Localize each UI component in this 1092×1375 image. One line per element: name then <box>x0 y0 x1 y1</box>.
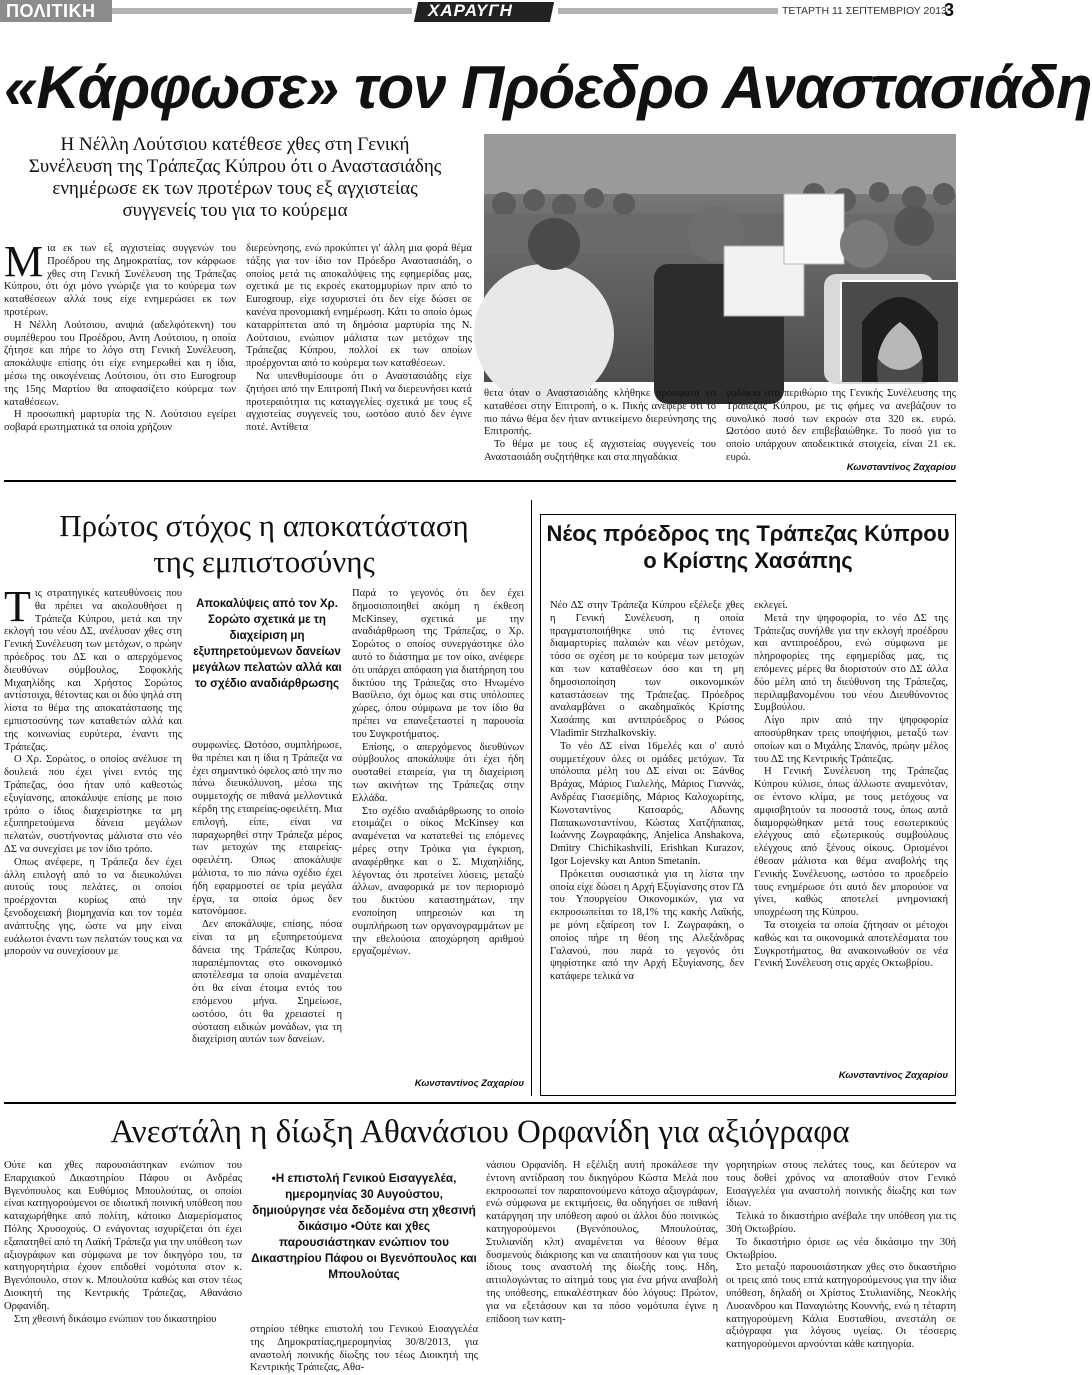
article2-drop-cap: Τ <box>4 582 31 631</box>
header-bar-fill-right <box>558 8 778 14</box>
issue-date: ΤΕΤΑΡΤΗ 11 ΣΕΠΤΕΜΒΡΙΟΥ 2013 <box>782 5 947 17</box>
article4-col2 <box>250 1324 478 1374</box>
article3-headline-line1: Νέος πρόεδρος της Τράπεζας Κύπρου <box>546 521 950 546</box>
article1-col1 <box>4 237 236 475</box>
inset-portrait <box>842 282 958 382</box>
article2-byline: Κωνσταντίνος Ζαχαρίου <box>414 1078 524 1089</box>
article3-col1-p1: Νέο ΔΣ στην Τράπεζα Κύπρου εξέλεξε χθες η Γενική Συνέλευση, η οποία πραγματοποιήθηκε υπό τις έντονες διαμαρτυρίες παλαιών και νέων μετόχων, τόσο σε σχέση με το κούρεμα των μετοχών και των καταθέσεων όσο και τη μη δημοσιοποίηση των οικονομικών καταστάσεων της Τράπεζας. Πρόεδρος αναλαμβάνει ο ακαδημαϊκός Κρίστης Χασάπης και αντιπρόεδρος ο Ρώσος Vladimir Strzhalkovskiy. <box>550 600 744 739</box>
article2-callout: Αποκαλύψεις από τον Χρ. Σορώτο σχετικά με τη διαχείριση μη εξυπηρετούμενων δανείων μεγάλων πελατών αλλά και το σχέδιο αναδιάρθρωσης <box>192 598 342 690</box>
page-number: 3 <box>944 0 955 20</box>
article4-col3-p1: νάσιου Ορφανίδη. Η εξέλιξη αυτή προκάλεσε την έντονη αντίδραση του δικηγόρου Κώστα Μελά που εκπροσωπεί τον παραπονούμενο κάτοχο αξιογράφων, ενώ σύμφωνα με εκτιμήσεις, θα οδηγήσει σε πιθανή κατάργηση την υπόθεση αφού οι άλλοι δύο ποινικώς κατηγορούμενοι (Βγενόπουλος, Μπουλούτας, Στυλιανίδη κλπ) αναμένεται να θέσουν θέμα δυσμενούς διάκρισης και να απαιτήσουν και για τους ίδιους τους αναστολή της δίωξής τους. Ηδη, αιτιολογώντας το αίτημά τους για ένα μήνα αναβολή της υπόθεσης, επικαλέστηκαν δύο λόγους: Πρώτον, για να εξετάσουν και τα πόσο νομότυπα έγινε η επίδοση των κατη- <box>486 1160 718 1325</box>
article2-headline-line2: της εμπιστοσύνης <box>153 544 375 579</box>
divider-2 <box>4 1102 956 1104</box>
article4-headline: Ανεστάλη η δίωξη Αθανάσιου Ορφανίδη για αξιόγραφα <box>110 1114 850 1150</box>
article1-col2-p1: διερεύνησης, ενώ προκύπτει γι' άλλη μια φορά θέμα τάξης για τον ίδιο τον Πρόεδρο Αναστασιάδη, ο οποίος μετά τις αποκαλύψεις της εφημερίδας μας, σχετικά με τις εκροές εκατομμυρίων πριν από το Eurogroup, είχε ισχυριστεί ότι δεν είχε δώσει σε κανένα προνομιακή ενημέρωση. Κάτι το οποίο όμως καταρρίπτεται από τη δημόσια μαρτυρία της Ν. Λούτσιου, ενώπιον μάλιστα των μετόχων της Τράπεζας Κύπρου, πολλοί εκ των οποίων προέρχονται από το κούρεμα των καταθέσεων. <box>246 243 472 370</box>
article4-col2-p1: στηρίου τέθηκε επιστολή του Γενικού Εισαγγελέα της Δημοκρατίας,ημερομηνίας 30/8/2013, για αναστολή ποινικής δίωξης του τέως Διοικητή της Κεντρικής Τράπεζας, Αθα- <box>250 1324 478 1374</box>
article4-col1-p1: Ούτε και χθες παρουσιάστηκαν ενώπιον του Επαρχιακού Δικαστηρίου Πάφου οι Ανδρέας Βγενόπουλος και Ευθύμιος Μπουλούτας, οι οποίοι είναι κατηγορούμενοι σε ιδιωτική ποινική υπόθεση που καταχωρήθηκε από πολίτη, κάτοικο Διαμερίσματος Πόλης Χρυσοχούς. Ο ενάγοντας ισχυρίζεται ότι έχει εξαπατηθεί από τη Λαϊκή Τράπεζα για την υπόθεση των αξιογράφων και σύμφωνα με τον δικηγόρο του, τα κατηγορητήρια έχουν επιδοθεί νομότυπα στον κ. Βγενόπουλο, στον κ. Μπουλούτα καθώς και στον τέως Διοικητή της Κεντρικής Τράπεζας, Αθανάσιο Ορφανίδη. <box>4 1160 242 1312</box>
article4-callout: •Η επιστολή Γενικού Εισαγγελέα, ημερομηνίας 30 Αυγούστου, δημιούργησε νέα δεδομένα στη χθεσινή δικάσιμο •Ούτε και χθες παρουσιάστηκαν ενώπιον του Δικαστηρίου Πάφου οι Βγενόπουλος και Μπουλούτας <box>251 1171 477 1281</box>
header-bar-fill <box>112 8 412 14</box>
article1-drop-cap: Μ <box>4 237 44 286</box>
article1-inset-photo <box>840 280 956 380</box>
article3-col2-p2: Μετά την ψηφοφορία, το νέο ΔΣ της Τράπεζας συνήλθε για την εκλογή προέδρου και αντιπροέδρου, ενώ σύμφωνα με πληροφορίες της εφημερίδας μας, τις επόμενες μέρες θα διοριστούν στο ΔΣ άλλα δύο μέλη από τη διεύθυνση της Τράπεζας, περιλαμβανομένου του νέου Διευθύνοντος Συμβούλου. <box>754 612 948 714</box>
article1-standfirst: Η Νέλλη Λούτσιου κατέθεσε χθες στη Γενική Συνέλευση της Τράπεζας Κύπρου ότι ο Αναστασιάδης ενημέρωσε εκ των προτέρων τους εξ αγχιστείας συγγενείς του για το κούρεμα <box>28 134 442 221</box>
article3-col2-p5: Τα στοιχεία τα οποία ζήτησαν οι μέτοχοι καθώς και τα οικονομικά αποτελέσματα του Συγκροτήματος, θα ανακοινωθούν σε νέα Γενική Συνέλευση στις αρχές Οκτωβρίου. <box>754 919 948 970</box>
article2-col1 <box>4 582 182 1096</box>
divider-1 <box>4 480 956 482</box>
article2-col3-p1: Παρά το γεγονός ότι δεν έχει δημοσιοποιηθεί ακόμη η έκθεση McKinsey, σχετικά με την αναδιάρθρωση της Τράπεζας, ο Χρ. Σορώτος ο οποίος συνεργάστηκε όλο αυτό το διάστημα με τον οίκο, ανέφερε ότι υπάρχει απόφαση για διατήρηση του δικτύου της Τράπεζας στο Ηνωμένο Βασίλειο, όχι όμως και στις υπόλοιπες χώρες, όπου σύμφωνα με τον ίδιο θα πρέπει να επανεξεταστεί η παρουσία του Συγκροτήματος. <box>352 588 524 740</box>
article4-col3 <box>486 1160 718 1366</box>
article1-col3-p1: θετα όταν ο Αναστασιάδης κλήθηκε πρόσφατα να καταθέσει στην Επιτροπή, ο κ. Πικής ανέφερε ότι το πιο πάνω θέμα δεν ήταν αντικείμενο διερεύνησης της Επιτροπής. <box>484 388 716 438</box>
article4-col4-p2: Τελικά το δικαστήριο ανέβαλε την υπόθεση για τις 30ή Οκτωβρίου. <box>726 1211 956 1235</box>
page-header <box>0 0 960 24</box>
section-label: ΠΟΛΙΤΙΚΗ <box>6 1 96 21</box>
article2-col2 <box>192 740 342 1090</box>
article2-col1-p2: Ο Χρ. Σορώτος, ο οποίος ανέλυσε τη δουλειά που έχει γίνει εντός της Τράπεζας, όσο ήταν υπό καθεστώς εξυγίανσης, αποκάλυψε επίσης με ποιο τρόπο ο ίδιος διαχειρίστηκε τα μη εξυπηρετούμενα δάνεια μεγάλων πελατών, συστήνοντας μάλιστα στο νέο ΔΣ να συνεχίσει με τον ίδιο τρόπο. <box>4 754 182 855</box>
article1-col4-p1: γαδάκια στο περιθώριο της Γενικής Συνέλευσης της Τράπεζας Κύπρου, με τις φήμες να ανεβάζουν το συνολικό ποσό των εκροών στα 320 εκ. ευρώ. Ωστόσο αυτό δεν επιβεβαιώθηκε. Το ποσό για το οποίο υπάρχουν αποδεικτικά στοιχεία, είναι 21 εκ. ευρώ. <box>726 388 956 463</box>
article2-headline <box>4 508 524 580</box>
article3-col2 <box>754 600 948 1066</box>
article2-col2-p1: συμφωνίες. Ωστόσο, συμπλήρωσε, θα πρέπει και η ίδια η Τράπεζα να έχει σημαντικό όφελος από την πιο πάνω διευκόλυνση, μέσω της συμμετοχής σε πιθανά μελλοντικά κέρδη της εταιρείας-οφειλέτη. Μια επιλογή, είπε, είναι να παραχωρηθεί στην Τράπεζα μέρος των μετοχών της εταιρείας-οφειλέτη. Οπως αποκάλυψε μάλιστα, το πιο πάνω σχέδιο έχει ήδη εφαρμοστεί σε τρία μεγάλα έργα, τα οποία όμως δεν κατονόμασε. <box>192 740 342 918</box>
article1-col1-p2: Η Νέλλη Λούτσιου, ανιψιά (αδελφότεκνη) του συμπέθερου του Προέδρου, Αντη Λούτσιου, η οποία ζήτησε και πήρε το λόγο στη Γενική Συνέλευση, αποκάλυψε επίσης ότι είχε ενημερωθεί και η ίδια, μέσω της οικογένειας Λούτσιου, ότι στο Eurogroup της 15ης Μαρτίου θα αποφασίζετο κούρεμα των καταθέσεων. <box>4 319 236 408</box>
article1-col2 <box>246 243 472 475</box>
article3-col2-p1: εκλεγεί. <box>754 600 788 611</box>
article2-col3 <box>352 588 524 1072</box>
article1-col3 <box>484 388 716 476</box>
article3-headline-line2: ο Κρίστης Χασάπης <box>643 548 853 573</box>
article2-col1-p1: ις στρατηγικές κατευθύνσεις που θα πρέπει να ακολουθήσει η Τράπεζα Κύπρου, μετά και την εκλογή του νέου ΔΣ, ανέλυσαν χθες στη Γενική Συνέλευση των μετόχων, ο πρώην πρόεδρος του ΔΣ και ο απερχόμενος διευθύνων σύμβουλος, Σοφοκλής Μιχαηλίδης και Χρήστος Σορώτος αντίστοιχα, θέτοντας και οι δύο ψηλά στη λίστα το θέμα της αποκατάστασης της εμπιστοσύνης των καταθετών αλλά και της κοινωνίας ευρύτερα, έναντι της Τράπεζας. <box>4 588 182 753</box>
article4-col4-p1: γορητηρίων στους πελάτες τους, και δεύτερον να τους δοθεί χρόνος να αποταθούν στον Γενικό Εισαγγελέα για αναστολή ποινικής δίωξης και των ίδιων. <box>726 1160 956 1210</box>
article2-col3-p3: Στο σχέδιο αναδιάρθρωσης το οποίο ετοιμάζει ο οίκος McKinsey και αναμένεται να κατατεθεί τις επόμενες μέρες στην Τρόικα για έγκριση, αναφέρθηκε και ο Σ. Μιχαηλίδης, λέγοντας ότι προτείνει λύσεις, μεταξύ άλλων, αναφορικά με τον περιορισμό του δικτύου καταστημάτων, την ενοποίηση υπηρεσιών και τη συμπλήρωση των οργανογραμμάτων με την εθελούσια αποχώρηση αριθμού εργαζομένων. <box>352 805 524 958</box>
article3-byline: Κωνσταντίνος Ζαχαρίου <box>838 1070 948 1081</box>
article2-col1-p3: Οπως ανέφερε, η Τράπεζα δεν έχει άλλη επιλογή από το να διευκολύνει αυτούς τους πελάτες, οι οποίοι προέρχονται κυρίως από την ξενοδοχειακή βιομηχανία και τον τομέα ανάπτυξης γης, ώστε να μην είναι ευάλωτοι έναντι των πελατών τους και να μπορούν να συνεχίσουν με <box>4 856 182 958</box>
article3-headline <box>546 520 950 574</box>
divider-vertical <box>531 500 532 1096</box>
article2-col2-p2: Δεν αποκάλυψε, επίσης, πόσα είναι τα μη εξυπηρετούμενα δάνεια της Τράπεζας Κύπρου, παραπέμποντας στο οικονομικό αποτέλεσμα τα οποία αναμένεται ότι θα είναι έτοιμα εντός του επόμενου μήνα. Σημείωσε, ωστόσο, ότι θα χρειαστεί η σύσταση ειδικών μονάδων, για τη διαχείριση αυτών των δανείων. <box>192 919 342 1046</box>
article2-col3-p2: Επίσης, ο απερχόμενος διευθύνων σύμβουλος αποκάλυψε ότι έχει ήδη συσταθεί εταιρεία, για τη διαχείριση των ακινήτων της Τράπεζας στην Ελλάδα. <box>352 741 524 804</box>
article1-col2-p2: Να υπενθυμίσουμε ότι ο Αναστασιάδης είχε ζητήσει από την Επιτροπή Πική να διερευνήσει κατά προτεραιότητα τις καταγγελίες σχετικά με τους εξ αγχιστείας συγγενείς του, ωστόσο αυτό δεν έγινε ποτέ. Αντίθετα <box>246 370 472 434</box>
article4-col4-p3: Το δικαστήριο όρισε ως νέα δικάσιμο την 30ή Οκτωβρίου. <box>726 1236 956 1261</box>
article1-col4 <box>726 388 956 463</box>
article1-headline: «Κάρφωσε» τον Πρόεδρο Αναστασιάδη <box>4 54 1092 121</box>
article1-byline: Κωνσταντίνος Ζαχαρίου <box>846 462 956 473</box>
article3-col1 <box>550 600 744 1086</box>
article4-col4 <box>726 1160 956 1366</box>
article1-col1-p3: Η προσωπική μαρτυρία της Ν. Λούτσιου εγείρει σοβαρά ερωτηματικά τα οποία χρήζουν <box>4 409 236 434</box>
article3-col2-p3: Λίγο πριν από την ψηφοφορία αποσύρθηκαν τρεις υποψήφιοι, μεταξύ των οποίων και ο Μιχάλης Σπανός, πρώην μέλος του ΔΣ της Κεντρικής Τράπεζας. <box>754 715 948 765</box>
article3-col1-p2: Το νέο ΔΣ είναι 16μελές και ο' αυτό συμμετέχουν όλες οι ομάδες μετόχων. Τα υπόλοιπα μέλη του ΔΣ είναι οι: Ξάνθος Βράχας, Μάριος Γιαλελής, Μάριος Γιαννάς, Ανδρέας Γιασεμίδης, Μάριος Καλοχωρίτης, Κωνσταντίνος Κατσαρός, Αδωνης Παπακωνσταντίνου, Κώστας Χατζήπαπας, Ιωάννης Ζωγραφάκης, Anjelica Anshakova, Dmitry Chichikashvili, Erishkan Kurazov, Igor Lojevsky και Anton Smetanin. <box>550 740 744 867</box>
article3-col1-p3: Πρόκειται ουσιαστικά για τη λίστα την οποία είχε δώσει η Αρχή Εξυγίανσης στον ΓΔ του Υπουργείου Οικονομικών, για να εκπροσωπείται το 18,1% της κακής Λαϊκής, με μόνη εξαίρεση τον Ι. Ζωγραφάκη, ο οποίος πήρε τη θέση της Αλεξάνδρας Γαλανού, που παρά το γεγονός ότι ψηφίστηκε από την Αρχή Εξυγίανσης, δεν κατάφερε τελικά να <box>550 868 744 983</box>
article3-col2-p4: Η Γενική Συνέλευση της Τράπεζας Κύπρου κύλισε, όπως άλλωστε αναμενόταν, σε έντονο κλίμα, με τους μετόχους να αμφισβητούν τα ποσοστά τους, όπως αυτά διαμορφώθηκαν μετά τους εσωτερικούς ελέγχους από εξωτερικούς συμβούλους ελέγχους από ξένους οίκους. Ορισμένοι έθεσαν μάλιστα και θέμα αναβολής της Γενικής Συνέλευσης, ωστόσο το προεδρείο τους ενημέρωσε ότι αυτό δεν μπορούσε να γίνει, καθώς αποτελεί μνημονιακή υποχρέωση της Κύπρου. <box>754 766 948 919</box>
article4-col1-p2: Στη χθεσινή δικάσιμο ενώπιον του δικαστηρίου <box>14 1313 217 1325</box>
logo: ΧΑΡΑΥΓΗ <box>428 1 513 20</box>
article1-col1-p1: ια εκ των εξ αγχιστείας συγγενών του Προέδρου της Δημοκρατίας, τον κάρφωσε χθες στη Γενική Συνέλευση της Τράπεζας Κύπρου, ότι όχι μόνο γνώριζε για το κούρεμα των καταθέσεων αλλά τους είχε ενημερώσει εκ των προτέρων. <box>4 243 236 318</box>
article4-col4-p4: Στο μεταξύ παρουσιάστηκαν χθες στο δικαστήριο οι τρεις από τους επτά κατηγορούμενους για την ίδια υπόθεση, δηλαδή οι Χρίστος Στυλιανίδης, Νεοκλής Λυσανδρου και Παναγιώτης Κουννής, ενώ η τέταρτη κατηγορούμενη Κάλια Ευσταθίου, ανεστάλη σε αξιόγραφα για λόγους υγείας. Οι τέσσερις κατηγορούμενοι αρνούνται κάθε κατηγορία. <box>726 1262 956 1351</box>
article4-col1 <box>4 1160 242 1366</box>
article1-col3-p2: Το θέμα με τους εξ αγχιστείας συγγενείς του Αναστασιάδη συζητήθηκε και στα πηγαδάκια <box>484 439 716 463</box>
article2-headline-line1: Πρώτος στόχος η αποκατάσταση <box>59 508 469 543</box>
